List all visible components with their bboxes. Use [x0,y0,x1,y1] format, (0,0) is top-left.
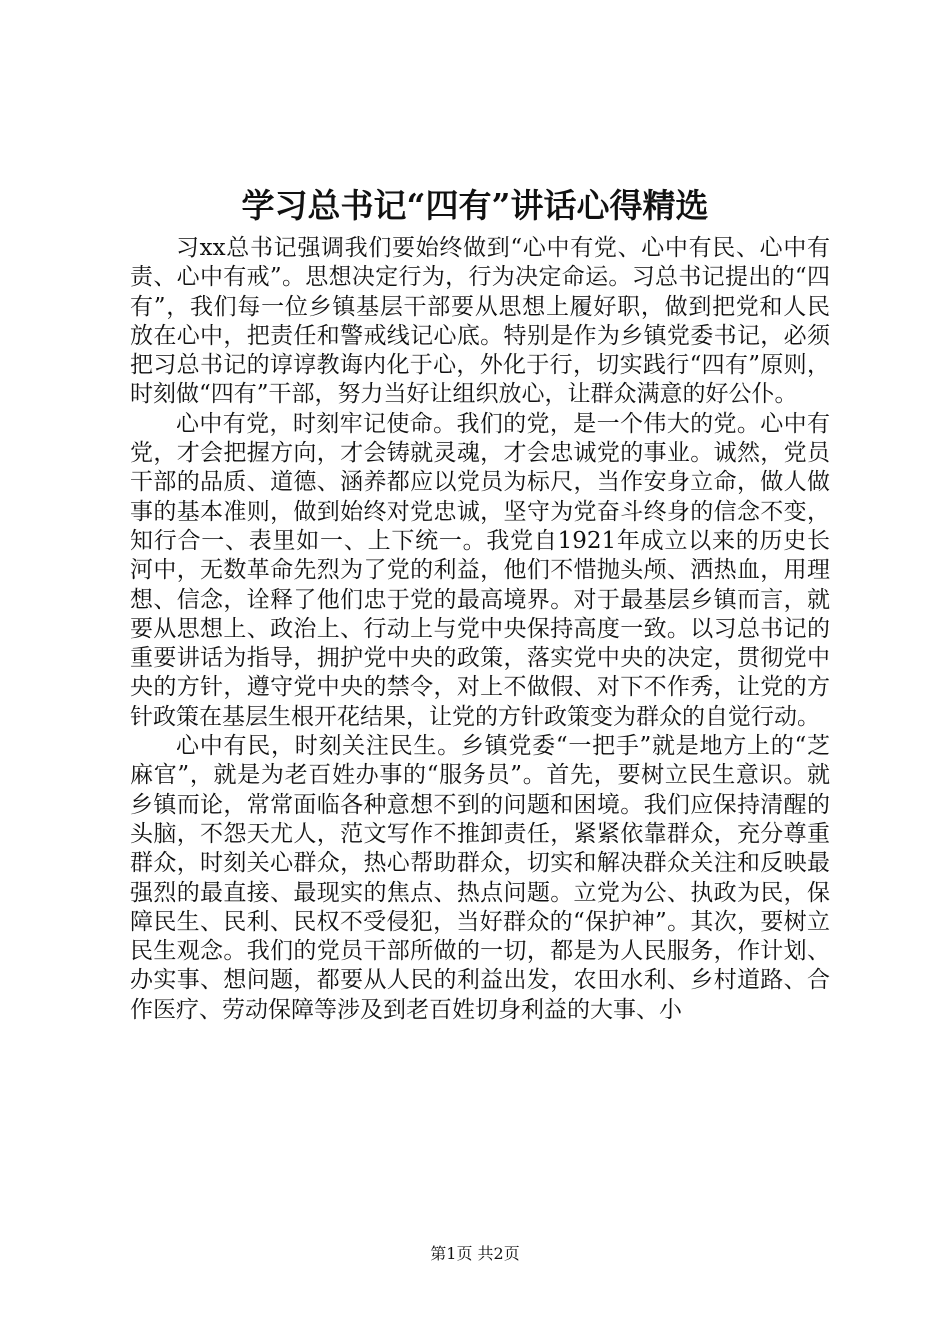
page-footer: 第1页 共2页 [430,1244,520,1263]
page-title: 学习总书记“四有”讲话心得精选 [241,186,709,225]
paragraph-party: 心中有党，时刻牢记使命。我们的党，是一个伟大的党。心中有党，才会把握方向，才会铸就灵魂，才会忠诚党的事业。诚然，党员干部的品质、道德、涵养都应以党员为标尺，当作安身立命，做人做事的基本准则，做到始终对党忠诚，坚守为党奋斗终身的信念不变，知行合一、表里如一、上下统一。我党自1921年成立以来的历史长河中，无数革命先烈为了党的利益，他们不惜抛头颅、洒热血，用理想、信念，诠释了他们忠于党的最高境界。对于最基层乡镇而言，就要从思想上、政治上、行动上与党中央保持高度一致。以习总书记的重要讲话为指导，拥护党中央的政策，落实党中央的决定，贯彻党中央的方针，遵守党中央的禁令，对上不做假、对下不作秀，让党的方针政策在基层生根开花结果，让党的方针政策变为群众的自觉行动。 [130,410,830,730]
paragraph-people: 心中有民，时刻关注民生。乡镇党委“一把手”就是地方上的“芝麻官”，就是为老百姓办事的“服务员”。首先，要树立民生意识。就乡镇而论，常常面临各种意想不到的问题和困境。我们应保持清醒的头脑，不怨天尤人，范文写作不推卸责任，紧紧依靠群众，充分尊重群众，时刻关心群众，热心帮助群众，切实和解决群众关注和反映最强烈的最直接、最现实的焦点、热点问题。立党为公、执政为民，保障民生、民利、民权不受侵犯，当好群众的“保护神”。其次，要树立民生观念。我们的党员干部所做的一切，都是为人民服务，作计划、办实事、想问题，都要从人民的利益出发，农田水利、乡村道路、合作医疗、劳动保障等涉及到老百姓切身利益的大事、小 [130,733,830,1023]
document-body [130,234,830,1025]
paragraph-intro: 习xx总书记强调我们要始终做到“心中有党、心中有民、心中有责、心中有戒”。思想决定行为，行为决定命运。习总书记提出的“四有”，我们每一位乡镇基层干部要从思想上履好职，做到把党和人民放在心中，把责任和警戒线记心底。特别是作为乡镇党委书记，必须把习总书记的谆谆教诲内化于心，外化于行，切实践行“四有”原则，时刻做“四有”干部，努力当好让组织放心，让群众满意的好公仆。 [130,235,830,408]
